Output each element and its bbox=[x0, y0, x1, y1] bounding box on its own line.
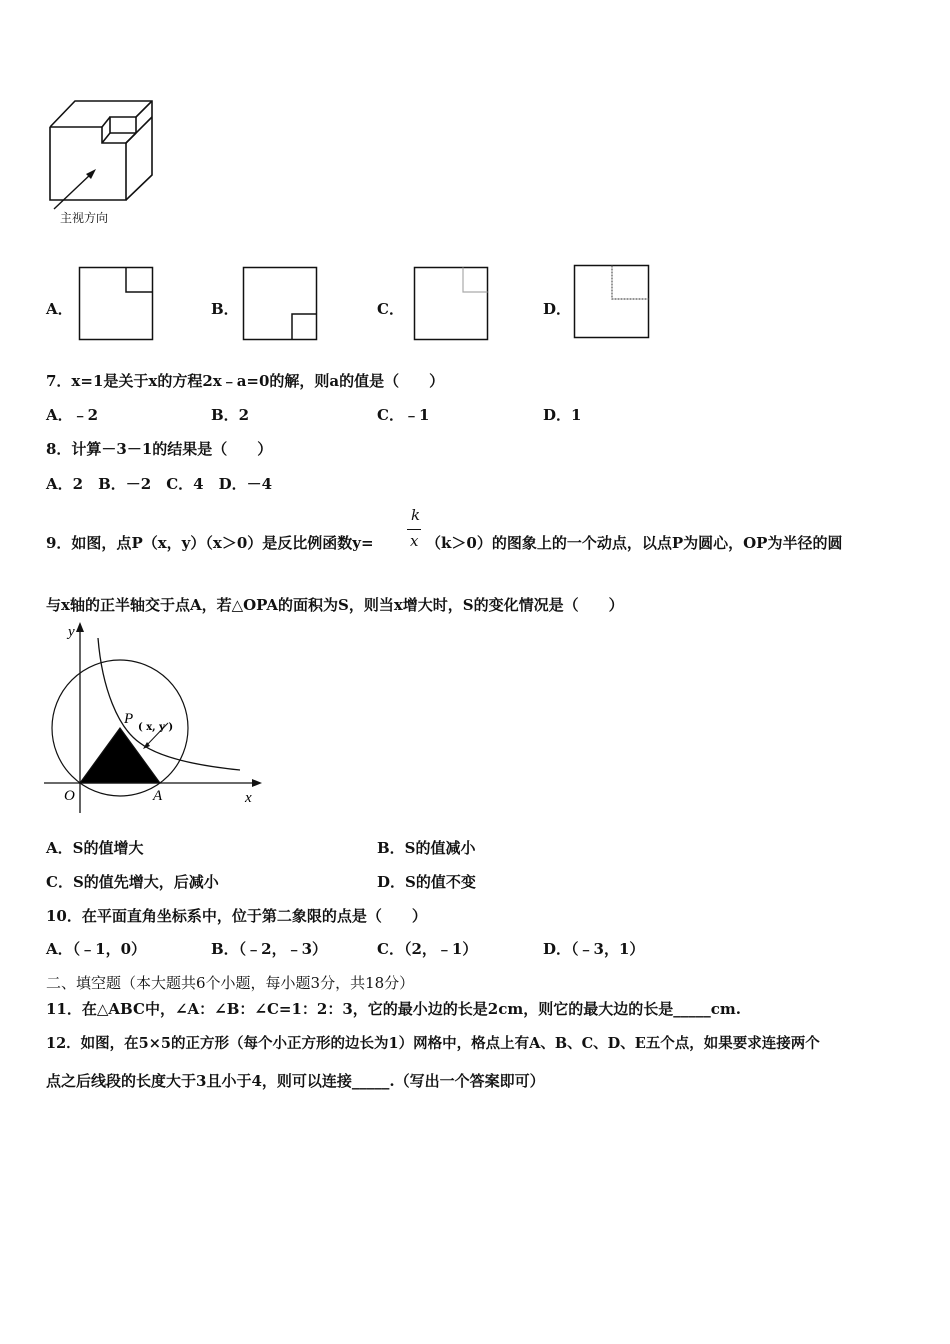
q6-option-d-figure[interactable] bbox=[574, 265, 649, 338]
q9-fig-y-label: y bbox=[68, 624, 75, 640]
q9-fraction-denominator: x bbox=[410, 532, 419, 550]
q10-option-d[interactable]: D．（﹣3，1） bbox=[543, 940, 645, 958]
cube-arrow-label: 主视方向 bbox=[60, 211, 109, 225]
q9-fig-p-coord: ( x, y ) bbox=[138, 722, 174, 733]
q9-fraction-bar bbox=[407, 529, 421, 530]
section2-heading: 二、填空题（本大题共6个小题，每小题3分，共18分） bbox=[46, 974, 415, 992]
q9-stem-part2: （k＞0）的图象上的一个动点，以点P为圆心，OP为半径的圆 bbox=[426, 534, 843, 552]
q6-option-a-figure[interactable] bbox=[79, 267, 153, 340]
q10-option-c[interactable]: C．（2，﹣1） bbox=[377, 940, 478, 958]
q8-stem: 8．计算－3－1的结果是（ ） bbox=[46, 440, 273, 458]
q6-option-d-label[interactable]: D． bbox=[543, 300, 572, 318]
q9-fig-a-label: A bbox=[153, 788, 163, 804]
q6-option-a-label[interactable]: A． bbox=[46, 300, 73, 318]
q12-line2: 点之后线段的长度大于3且小于4，则可以连接_____.（写出一个答案即可） bbox=[46, 1072, 545, 1090]
q7-stem: 7．x=1是关于x的方程2x﹣a=0的解，则a的值是（ ） bbox=[46, 372, 445, 390]
q7-option-d[interactable]: D．1 bbox=[543, 406, 582, 424]
q9-fig-p-label: P bbox=[124, 711, 134, 727]
q7-option-a[interactable]: A．﹣2 bbox=[46, 406, 99, 424]
q6-option-b-figure[interactable] bbox=[243, 267, 317, 340]
q8-options[interactable]: A．2 B．－2 C．4 D．－4 bbox=[46, 475, 273, 493]
q9-fig-o-label: O bbox=[64, 788, 75, 804]
q6-option-c-figure[interactable] bbox=[414, 267, 488, 340]
q12-line1: 12．如图，在5×5的正方形（每个小正方形的边长为1）网格中，格点上有A、B、C、D、E五个点，如果要求连接两个 bbox=[46, 1035, 820, 1052]
q7-option-c[interactable]: C．﹣1 bbox=[377, 406, 430, 424]
q10-stem: 10．在平面直角坐标系中，位于第二象限的点是（ ） bbox=[46, 907, 427, 925]
q9-figure bbox=[40, 618, 270, 818]
q9-option-d[interactable]: D．S的值不变 bbox=[377, 873, 476, 891]
q9-option-a[interactable]: A．S的值增大 bbox=[46, 839, 144, 857]
q9-stem-part1: 9．如图，点P（x，y）（x＞0）是反比例函数y= bbox=[46, 534, 374, 552]
q6-option-b-label[interactable]: B． bbox=[211, 300, 239, 318]
q9-fraction-numerator: k bbox=[411, 506, 421, 524]
q9-stem-line2: 与x轴的正半轴交于点A，若△OPA的面积为S，则当x增大时，S的变化情况是（ ） bbox=[46, 596, 624, 614]
q11-stem: 11．在△ABC中，∠A：∠B：∠C=1：2：3，它的最小边的长是2cm，则它的最大边的长是_____cm. bbox=[46, 1000, 741, 1018]
q9-option-c[interactable]: C．S的值先增大，后减小 bbox=[46, 873, 219, 891]
q7-option-b[interactable]: B．2 bbox=[211, 406, 250, 424]
q6-option-c-label[interactable]: C． bbox=[377, 300, 404, 318]
q10-option-a[interactable]: A．（﹣1，0） bbox=[46, 940, 147, 958]
q9-fig-x-label: x bbox=[245, 790, 252, 806]
q10-option-b[interactable]: B．（﹣2，﹣3） bbox=[211, 940, 328, 958]
q9-option-b[interactable]: B．S的值减小 bbox=[377, 839, 476, 857]
